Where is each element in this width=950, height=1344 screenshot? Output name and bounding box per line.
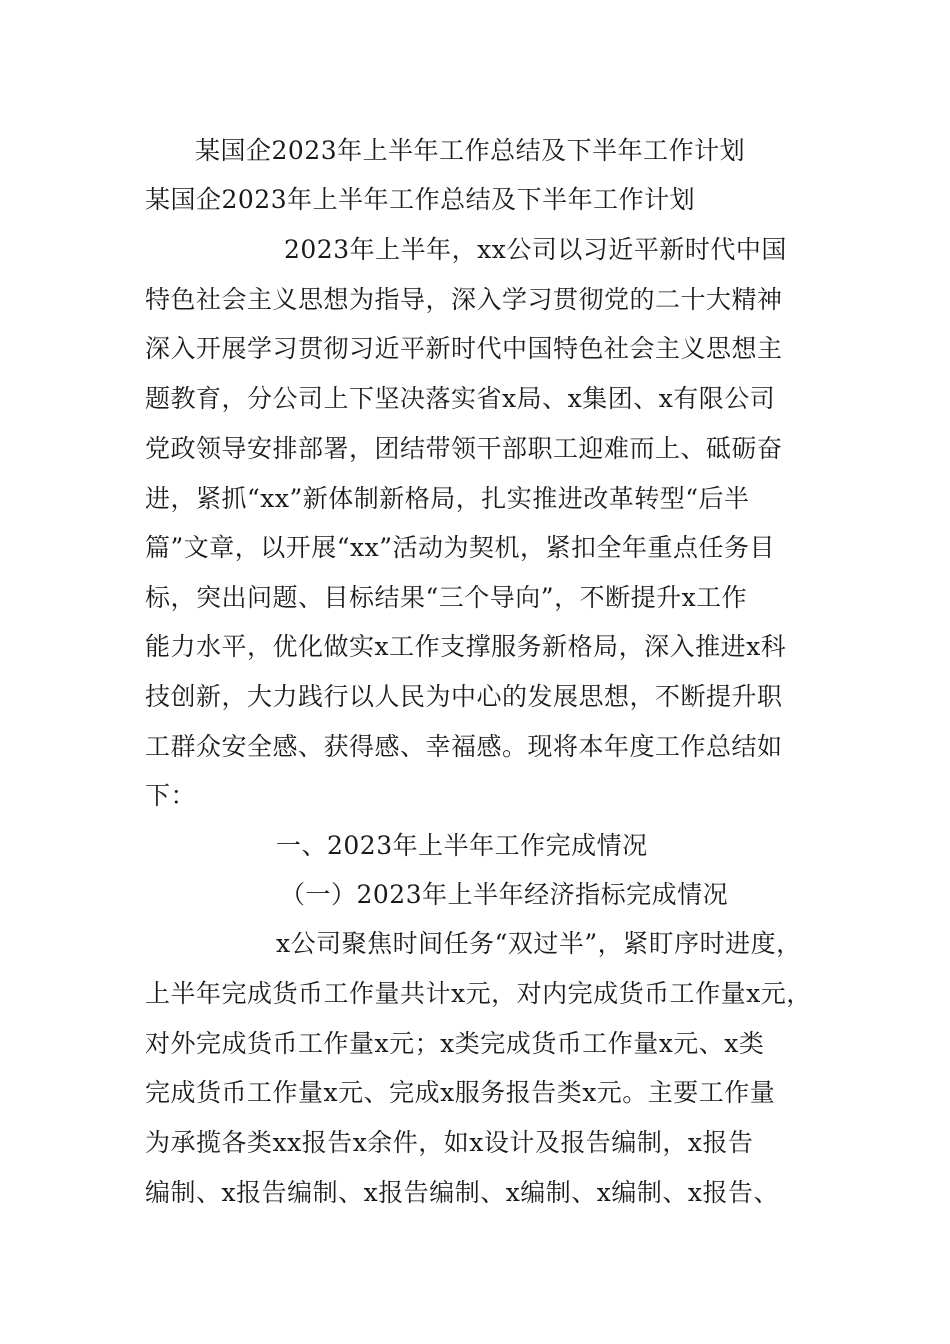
section-heading: 一、2023年上半年工作完成情况 [276, 831, 648, 860]
intro-line: 工群众安全感、获得感、幸福感。现将本年度工作总结如 [145, 732, 783, 761]
intro-line: 党政领导安排部署，团结带领干部职工迎难而上、砥砺奋 [145, 434, 783, 463]
section-line: 对外完成货币工作量x元；x类完成货币工作量x元、x类 [145, 1029, 765, 1058]
document-title: 某国企2023年上半年工作总结及下半年工作计划 [195, 136, 746, 165]
document-title-repeat: 某国企2023年上半年工作总结及下半年工作计划 [145, 185, 696, 214]
intro-line: 技创新，大力践行以人民为中心的发展思想，不断提升职 [145, 682, 783, 711]
subsection-heading: （一）2023年上半年经济指标完成情况 [280, 880, 729, 909]
intro-line: 能力水平，优化做实x工作支撑服务新格局，深入推进x科 [145, 632, 787, 661]
section-line: x公司聚焦时间任务“双过半”，紧盯序时进度， [276, 929, 802, 958]
section-line: 完成货币工作量x元、完成x服务报告类x元。主要工作量 [145, 1078, 776, 1107]
section-line: 为承揽各类xx报告x余件，如x设计及报告编制，x报告 [145, 1128, 754, 1157]
intro-line: 深入开展学习贯彻习近平新时代中国特色社会主义思想主 [145, 334, 783, 363]
intro-line: 特色社会主义思想为指导，深入学习贯彻党的二十大精神 [145, 285, 783, 314]
intro-line: 篇”文章，以开展“xx”活动为契机，紧扣全年重点任务目 [145, 533, 776, 562]
intro-line: 标，突出问题、目标结果“三个导向”，不断提升x工作 [145, 583, 748, 612]
section-line: 上半年完成货币工作量共计x元，对内完成货币工作量x元， [145, 979, 812, 1008]
intro-line: 下： [145, 781, 197, 810]
intro-line: 2023年上半年，xx公司以习近平新时代中国 [284, 235, 787, 264]
intro-line: 题教育，分公司上下坚决落实省x局、x集团、x有限公司 [145, 384, 776, 413]
section-line: 编制、x报告编制、x报告编制、x编制、x编制、x报告、 [145, 1178, 779, 1207]
intro-line: 进，紧抓“xx”新体制新格局，扎实推进改革转型“后半 [145, 484, 750, 513]
